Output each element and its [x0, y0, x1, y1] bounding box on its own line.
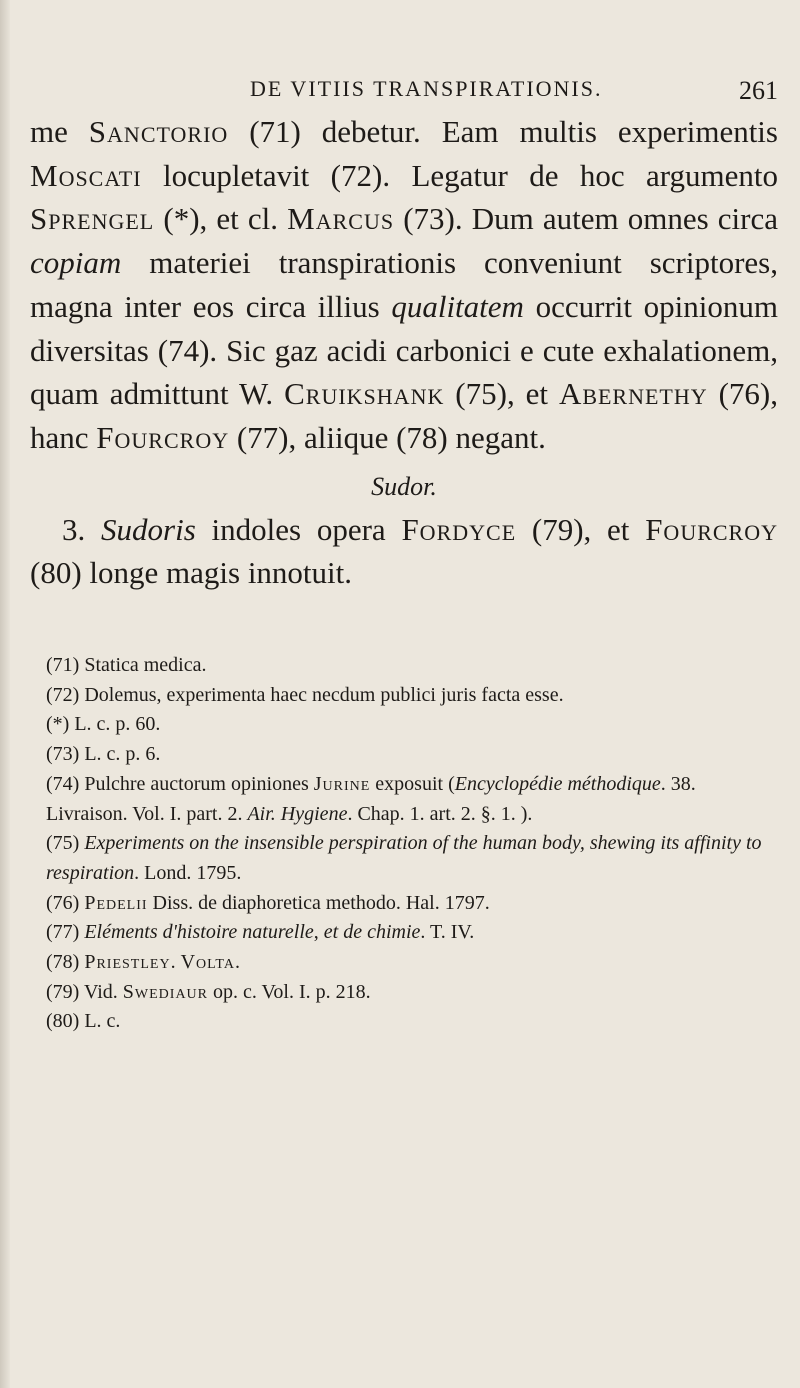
footnote-mark: (72) [46, 683, 80, 706]
footnote-78 [46, 948, 778, 978]
footnote-text: Diss. de diaphoretica methodo. Hal. 1797. [147, 891, 490, 914]
footnote-text: Dolemus, experimenta haec necdum publici juris facta esse. [84, 683, 564, 706]
footnote-79 [46, 978, 778, 1008]
page-number: 261 [739, 76, 778, 105]
running-head [30, 70, 778, 110]
footnote-text: . [234, 951, 240, 974]
footnote-mark: (79) [46, 980, 80, 1003]
footnote-text: . Lond. 1795. [134, 861, 242, 884]
paragraph-sudor [30, 508, 778, 595]
author-name: Sprengel [30, 201, 155, 237]
emphasis: qualitatem [391, 288, 524, 324]
footnote-mark: (71) [46, 654, 80, 677]
footnote-text: . 38. Livraison. Vol. I. part. 2. [46, 772, 696, 825]
footnote-80 [46, 1007, 778, 1037]
author-name: Jurine [313, 772, 371, 795]
footnote-text: Vid. [83, 980, 123, 1003]
author-name: Moscati [30, 157, 142, 193]
body-text [30, 110, 778, 595]
text-span: (75), et [444, 376, 559, 412]
running-head-title: DE VITIIS TRANSPIRATIONIS. [250, 76, 603, 101]
work-title: Eléments d'histoire naturelle [84, 921, 314, 944]
footnote-mark: (73) [46, 743, 80, 766]
footnote-72 [46, 681, 778, 711]
text-span: me [30, 114, 89, 149]
author-name: Pedelii [84, 891, 148, 914]
emphasis: Sudoris [101, 511, 196, 547]
work-title: Encyclopédie méthodique [454, 772, 661, 795]
emphasis: copiam [30, 245, 122, 281]
footnote-73 [46, 740, 778, 770]
author-name: Sanctorio [88, 114, 229, 149]
author-name: Fordyce [401, 511, 517, 547]
text-span: occurrit opinionum diversitas (74). Sic gaz acidi carbonici e cute exhalationem, quam admittunt W. [30, 288, 778, 412]
author-name: Priestley [84, 951, 171, 974]
work-title: Experiments on the insensible perspiration of the human body, shewing its affinity to respiration [46, 832, 762, 884]
text-span: (80) longe magis innotuit. [30, 555, 353, 591]
text-span: (73). Dum autem omnes circa [394, 201, 778, 237]
author-name: Swediaur [122, 980, 209, 1003]
footnote-mark: (80) [46, 1010, 80, 1033]
footnote-76 [46, 889, 778, 919]
footnote-74 [46, 770, 778, 829]
footnote-text: Pulchre auctorum opiniones [84, 772, 314, 795]
author-name: Fourcroy [96, 419, 230, 455]
footnote-text: . T. IV. [420, 921, 475, 944]
footnote-75 [46, 829, 778, 888]
footnote-text: L. c. p. 6. [84, 743, 161, 766]
text-span: (76), hanc [30, 376, 778, 455]
footnote-71 [46, 651, 778, 681]
author-name: Cruikshank [284, 376, 445, 412]
text-span: locupletavit (72). Legatur de hoc argumento [141, 157, 778, 193]
work-title: et de chimie [323, 921, 421, 944]
page-edge [0, 0, 10, 1388]
footnote-77 [46, 918, 778, 948]
paragraph-transpiration [30, 110, 778, 460]
footnote-text: op. c. Vol. I. p. 218. [208, 980, 371, 1003]
author-name: Abernethy [558, 376, 708, 412]
footnotes [30, 651, 778, 1037]
footnote-text: Statica medica. [84, 654, 207, 677]
footnote-mark: (74) [46, 772, 80, 795]
author-name: Fourcroy [645, 511, 779, 547]
text-span: indoles opera [195, 511, 402, 547]
footnote-text: L. c. [84, 1010, 121, 1033]
footnote-mark: (77) [46, 921, 80, 944]
footnote-star [46, 710, 778, 740]
footnote-text: L. c. p. 60. [74, 713, 161, 736]
author-name: Marcus [287, 201, 395, 237]
footnote-text: , [313, 921, 324, 944]
text-span: materiei transpirationis conveniunt scriptores, magna inter eos circa illius [30, 245, 778, 324]
footnote-mark: (*) [46, 713, 70, 736]
footnote-text: . Chap. 1. art. 2. §. 1. ). [347, 802, 533, 825]
text-span: (77), aliique (78) negant. [229, 419, 546, 455]
book-page [30, 70, 778, 1037]
author-name: Volta [180, 951, 235, 974]
footnote-mark: (76) [46, 891, 80, 914]
footnote-mark: (78) [46, 951, 80, 974]
text-span: (71) debetur. Eam multis experimentis [228, 114, 778, 149]
text-span: 3. [62, 511, 102, 547]
footnote-text: exposuit ( [370, 772, 455, 795]
text-span: (*), et cl. [154, 201, 288, 237]
section-heading: Sudor. [371, 471, 437, 501]
footnote-text: . [170, 951, 181, 974]
text-span: (79), et [516, 511, 646, 547]
footnote-mark: (75) [46, 832, 80, 855]
work-title: Air. Hygiene [247, 802, 348, 825]
